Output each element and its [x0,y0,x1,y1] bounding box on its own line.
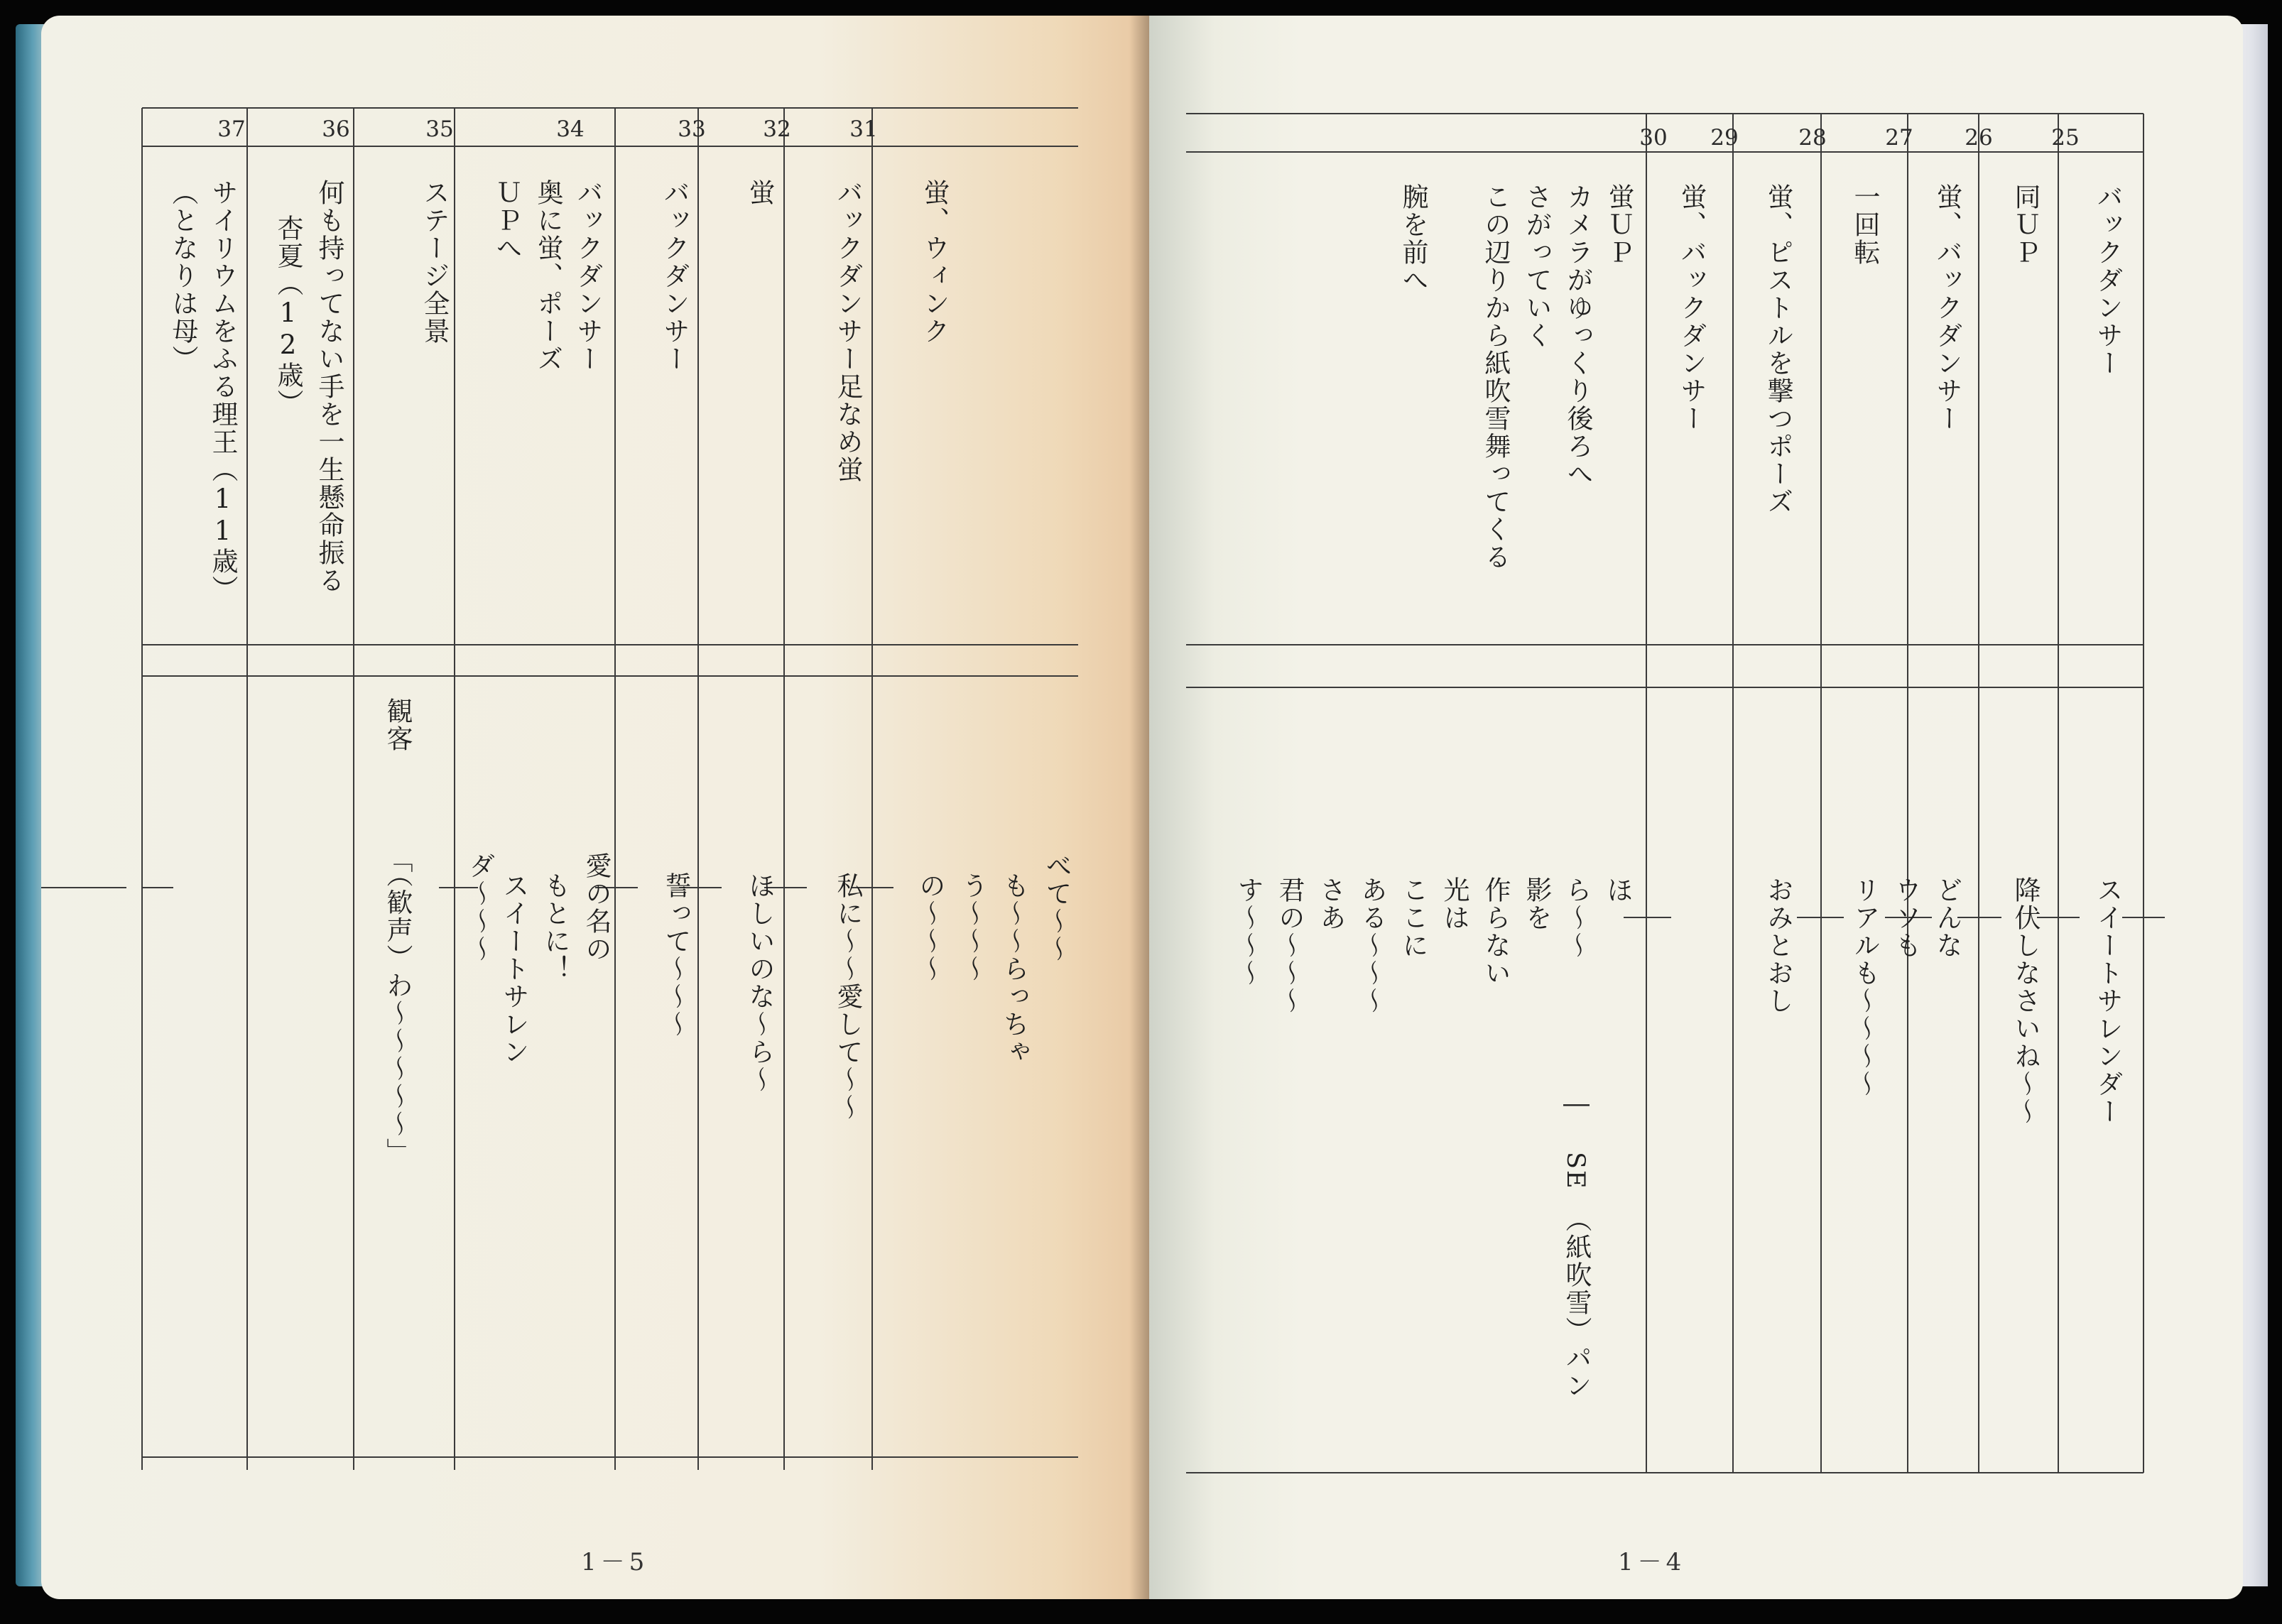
dialogue-text: ら〜〜 [1561,876,1592,959]
action-text: さがっていく [1521,183,1552,349]
dialogue-text: う〜〜〜 [957,872,988,983]
action-text: サイリウムをふる理王（11歳） [207,179,238,603]
se-text: （紙吹雪）パン [1561,1206,1592,1400]
dialogue-text: ここに [1398,876,1428,959]
action-text: （となりは母） [168,179,198,373]
cut-number: 34 [556,116,585,142]
action-text: 蛍、ウィンク [919,179,950,345]
cut-number: 33 [678,116,706,142]
dialogue-text: 降伏しなさいね〜〜 [2010,876,2041,1126]
cut-number: 36 [322,116,350,142]
storyboard-page-right [1149,16,2243,1599]
dialogue-text: ある〜〜〜 [1357,876,1387,1015]
action-text: この辺りから紙吹雪舞ってくる [1480,183,1511,571]
dialogue-text: おみとおし [1763,876,1793,1015]
action-text: 奥に蛍、ポーズ [533,179,563,373]
dialogue-text: スイートサレンダー [2092,876,2123,1126]
dialogue-text: 「（歓声）わ〜〜〜〜〜」 [382,846,413,1166]
se-label: SE [1561,1152,1590,1190]
dialogue-text: ダ〜〜〜 [464,852,495,963]
dialogue-text: ほしいのな〜ら〜 [744,872,775,1094]
cut-number: 31 [849,116,878,142]
storyboard-page-left [41,16,1149,1599]
cut-number: 28 [1798,125,1827,151]
dialogue-text: 愛の名の [581,852,612,963]
dialogue-text: 影を [1521,876,1552,932]
action-text: 杏夏（12歳） [273,214,303,417]
page-number: 1－5 [581,1548,649,1576]
dialogue-text: ウソも [1891,876,1921,959]
action-text: 蛍、バックダンサー [1932,183,1962,432]
action-text: ＵＰへ [491,179,522,262]
dialogue-text: 作らない [1480,876,1511,987]
dialogue-text: 私に〜〜愛して〜〜 [832,872,863,1121]
dialogue-text: 光は [1439,876,1469,932]
dialogue-text: 君の〜〜〜 [1274,876,1305,1015]
action-text: 何も持ってない手を一生懸命振る [314,179,344,594]
dialogue-text: べて〜〜 [1041,852,1072,963]
dialogue-text: どんな [1932,876,1962,959]
action-text: 一回転 [1849,183,1880,266]
cut-number: 32 [763,116,791,142]
action-text: バックダンサー [572,179,603,373]
cut-number: 25 [2051,125,2080,151]
action-text: 同ＵＰ [2010,183,2041,266]
dialogue-text: ほ [1602,876,1633,904]
action-text: ステージ全景 [419,179,450,345]
dialogue-text: す〜〜〜 [1233,876,1264,987]
cut-number: 37 [217,116,246,142]
action-text: 蛍、バックダンサー [1676,183,1707,432]
cut-number: 35 [425,116,454,142]
cut-number: 26 [1965,125,1993,151]
speaker-label: 観客 [382,697,413,753]
cut-number: 29 [1710,125,1739,151]
dialogue-text: もとに！ [540,872,570,983]
action-text: 腕を前へ [1398,183,1428,294]
cut-number: 27 [1885,125,1913,151]
page-number: 1－4 [1618,1548,1686,1576]
dialogue-text: さあ [1315,876,1346,932]
action-text: バックダンサー足なめ蛍 [832,179,863,484]
dialogue-text: の〜〜〜 [915,872,945,983]
action-text: 蛍、ピストルを撃つポーズ [1763,183,1793,516]
action-text: バックダンサー [2092,183,2123,377]
dialogue-text: も〜〜らっちゃ [999,872,1029,1066]
action-text: 蛍ＵＰ [1604,183,1634,266]
action-text: バックダンサー [659,179,690,373]
se-dash: ― [1561,1088,1592,1120]
action-text: 蛍 [744,179,775,207]
dialogue-text: 誓って〜〜〜 [661,872,691,1038]
cut-number: 30 [1639,125,1668,151]
dialogue-text: リアルも〜〜〜〜 [1849,876,1880,1098]
dialogue-text: スイートサレン [499,872,529,1066]
action-text: カメラがゆっくり後ろへ [1563,183,1593,488]
